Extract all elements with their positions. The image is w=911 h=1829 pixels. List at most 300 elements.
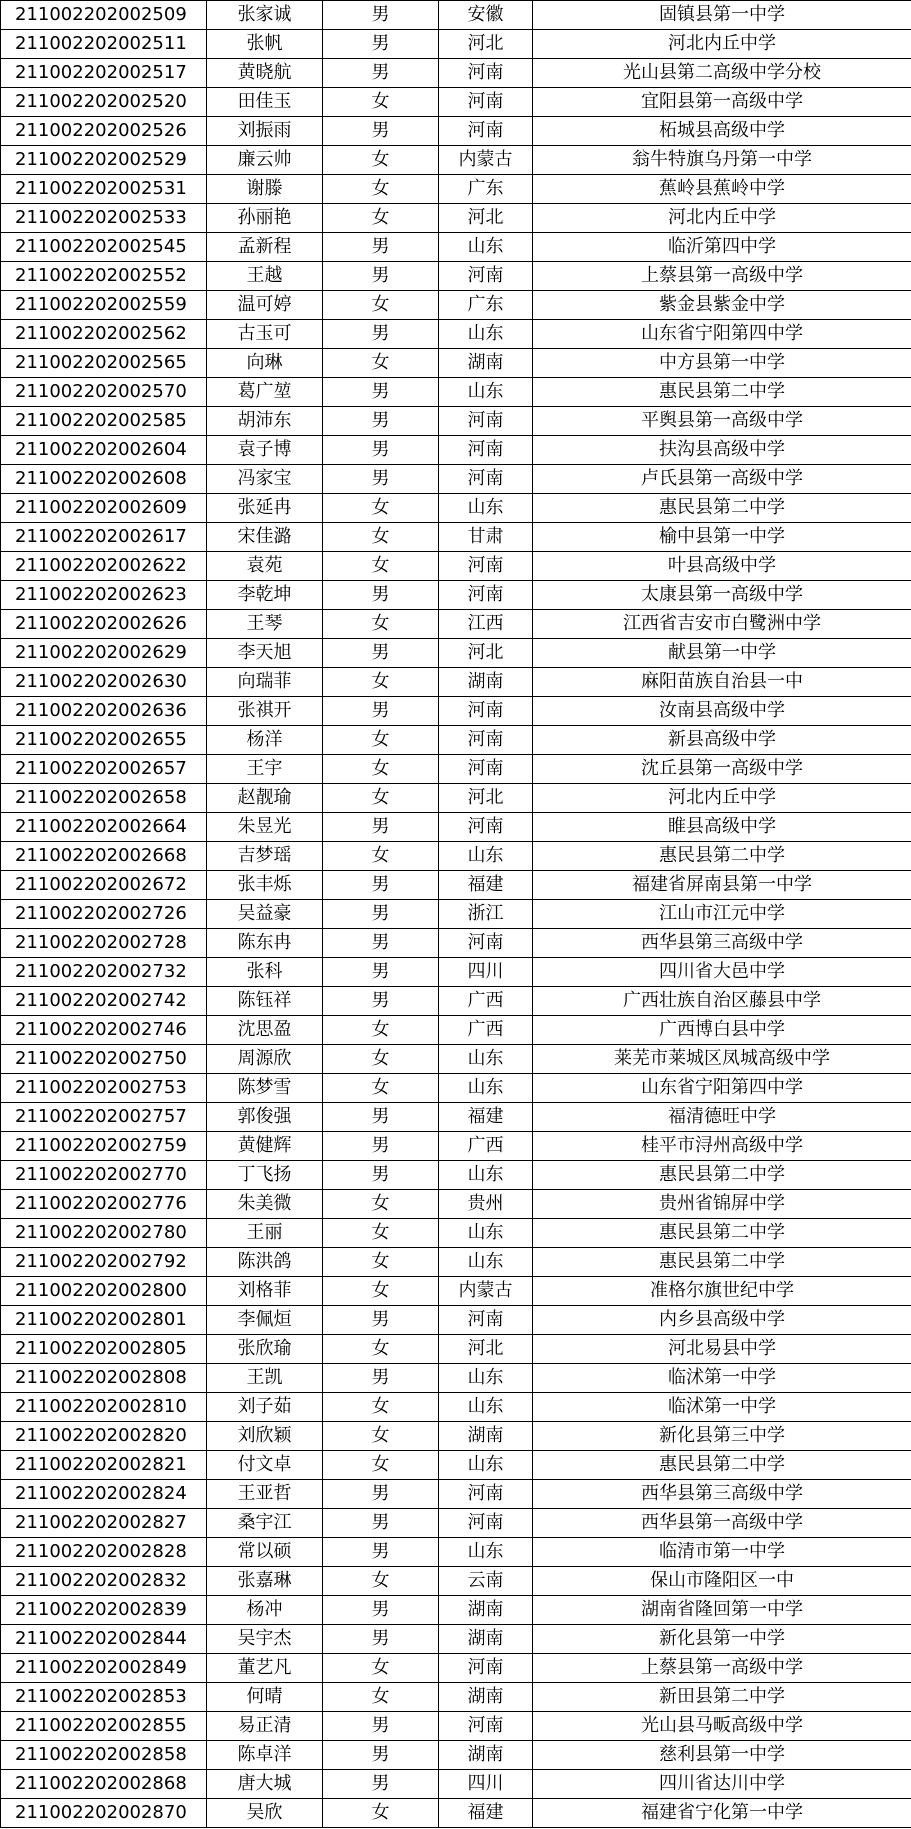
province-cell[interactable]: 湖南 xyxy=(439,349,533,378)
student-id-cell[interactable]: 211002202002726 xyxy=(1,900,207,929)
province-cell[interactable]: 湖南 xyxy=(439,668,533,697)
school-cell[interactable]: 福清德旺中学 xyxy=(533,1103,911,1132)
school-cell[interactable]: 临清市第一中学 xyxy=(533,1538,911,1567)
school-cell[interactable]: 临沭第一中学 xyxy=(533,1364,911,1393)
province-cell[interactable]: 山东 xyxy=(439,1074,533,1103)
student-name-cell[interactable]: 冯家宝 xyxy=(207,465,323,494)
student-id-cell[interactable]: 211002202002626 xyxy=(1,610,207,639)
gender-cell[interactable]: 男 xyxy=(323,929,439,958)
student-name-cell[interactable]: 田佳玉 xyxy=(207,88,323,117)
school-cell[interactable]: 蕉岭县蕉岭中学 xyxy=(533,175,911,204)
province-cell[interactable]: 山东 xyxy=(439,842,533,871)
gender-cell[interactable]: 女 xyxy=(323,175,439,204)
province-cell[interactable]: 河南 xyxy=(439,1712,533,1741)
gender-cell[interactable]: 男 xyxy=(323,1,439,30)
student-id-cell[interactable]: 211002202002770 xyxy=(1,1161,207,1190)
gender-cell[interactable]: 男 xyxy=(323,697,439,726)
student-name-cell[interactable]: 孟新程 xyxy=(207,233,323,262)
student-id-cell[interactable]: 211002202002623 xyxy=(1,581,207,610)
student-id-cell[interactable]: 211002202002672 xyxy=(1,871,207,900)
province-cell[interactable]: 河北 xyxy=(439,30,533,59)
student-id-cell[interactable]: 211002202002629 xyxy=(1,639,207,668)
school-cell[interactable]: 河北内丘中学 xyxy=(533,204,911,233)
province-cell[interactable]: 福建 xyxy=(439,1103,533,1132)
province-cell[interactable]: 河南 xyxy=(439,59,533,88)
school-cell[interactable]: 惠民县第二中学 xyxy=(533,1161,911,1190)
student-name-cell[interactable]: 周源欣 xyxy=(207,1045,323,1074)
school-cell[interactable]: 慈利县第一中学 xyxy=(533,1741,911,1770)
student-name-cell[interactable]: 刘振雨 xyxy=(207,117,323,146)
gender-cell[interactable]: 男 xyxy=(323,436,439,465)
student-name-cell[interactable]: 张嘉琳 xyxy=(207,1567,323,1596)
student-name-cell[interactable]: 杨洋 xyxy=(207,726,323,755)
student-id-cell[interactable]: 211002202002780 xyxy=(1,1219,207,1248)
student-name-cell[interactable]: 常以硕 xyxy=(207,1538,323,1567)
school-cell[interactable]: 榆中县第一中学 xyxy=(533,523,911,552)
student-name-cell[interactable]: 陈梦雪 xyxy=(207,1074,323,1103)
student-name-cell[interactable]: 付文卓 xyxy=(207,1451,323,1480)
province-cell[interactable]: 河南 xyxy=(439,407,533,436)
student-name-cell[interactable]: 刘格菲 xyxy=(207,1277,323,1306)
school-cell[interactable]: 上蔡县第一高级中学 xyxy=(533,262,911,291)
student-id-cell[interactable]: 211002202002839 xyxy=(1,1596,207,1625)
school-cell[interactable]: 山东省宁阳第四中学 xyxy=(533,320,911,349)
student-id-cell[interactable]: 211002202002828 xyxy=(1,1538,207,1567)
gender-cell[interactable]: 女 xyxy=(323,1799,439,1828)
province-cell[interactable]: 山东 xyxy=(439,1161,533,1190)
province-cell[interactable]: 湖南 xyxy=(439,1683,533,1712)
gender-cell[interactable]: 女 xyxy=(323,146,439,175)
province-cell[interactable]: 山东 xyxy=(439,1538,533,1567)
gender-cell[interactable]: 女 xyxy=(323,291,439,320)
gender-cell[interactable]: 男 xyxy=(323,987,439,1016)
gender-cell[interactable]: 男 xyxy=(323,59,439,88)
student-id-cell[interactable]: 211002202002509 xyxy=(1,1,207,30)
school-cell[interactable]: 惠民县第二中学 xyxy=(533,1248,911,1277)
student-name-cell[interactable]: 李佩烜 xyxy=(207,1306,323,1335)
school-cell[interactable]: 西华县第三高级中学 xyxy=(533,929,911,958)
school-cell[interactable]: 广西壮族自治区藤县中学 xyxy=(533,987,911,1016)
gender-cell[interactable]: 男 xyxy=(323,117,439,146)
province-cell[interactable]: 云南 xyxy=(439,1567,533,1596)
student-name-cell[interactable]: 杨冲 xyxy=(207,1596,323,1625)
gender-cell[interactable]: 女 xyxy=(323,88,439,117)
school-cell[interactable]: 光山县马畈高级中学 xyxy=(533,1712,911,1741)
student-name-cell[interactable]: 吉梦瑶 xyxy=(207,842,323,871)
gender-cell[interactable]: 女 xyxy=(323,1248,439,1277)
student-name-cell[interactable]: 张帆 xyxy=(207,30,323,59)
school-cell[interactable]: 睢县高级中学 xyxy=(533,813,911,842)
school-cell[interactable]: 江山市江元中学 xyxy=(533,900,911,929)
school-cell[interactable]: 桂平市浔州高级中学 xyxy=(533,1132,911,1161)
gender-cell[interactable]: 男 xyxy=(323,900,439,929)
province-cell[interactable]: 江西 xyxy=(439,610,533,639)
student-id-cell[interactable]: 211002202002529 xyxy=(1,146,207,175)
school-cell[interactable]: 中方县第一中学 xyxy=(533,349,911,378)
gender-cell[interactable]: 女 xyxy=(323,1422,439,1451)
gender-cell[interactable]: 女 xyxy=(323,1219,439,1248)
province-cell[interactable]: 甘肃 xyxy=(439,523,533,552)
student-name-cell[interactable]: 郭俊强 xyxy=(207,1103,323,1132)
student-id-cell[interactable]: 211002202002827 xyxy=(1,1509,207,1538)
student-id-cell[interactable]: 211002202002858 xyxy=(1,1741,207,1770)
school-cell[interactable]: 献县第一中学 xyxy=(533,639,911,668)
student-id-cell[interactable]: 211002202002552 xyxy=(1,262,207,291)
student-id-cell[interactable]: 211002202002728 xyxy=(1,929,207,958)
school-cell[interactable]: 固镇县第一中学 xyxy=(533,1,911,30)
school-cell[interactable]: 河北内丘中学 xyxy=(533,784,911,813)
gender-cell[interactable]: 女 xyxy=(323,1654,439,1683)
school-cell[interactable]: 沈丘县第一高级中学 xyxy=(533,755,911,784)
province-cell[interactable]: 山东 xyxy=(439,320,533,349)
school-cell[interactable]: 新化县第一中学 xyxy=(533,1625,911,1654)
gender-cell[interactable]: 男 xyxy=(323,1364,439,1393)
student-id-cell[interactable]: 211002202002853 xyxy=(1,1683,207,1712)
student-name-cell[interactable]: 孙丽艳 xyxy=(207,204,323,233)
student-id-cell[interactable]: 211002202002658 xyxy=(1,784,207,813)
school-cell[interactable]: 莱芜市莱城区凤城高级中学 xyxy=(533,1045,911,1074)
province-cell[interactable]: 贵州 xyxy=(439,1190,533,1219)
gender-cell[interactable]: 男 xyxy=(323,1480,439,1509)
student-id-cell[interactable]: 211002202002531 xyxy=(1,175,207,204)
school-cell[interactable]: 翁牛特旗乌丹第一中学 xyxy=(533,146,911,175)
student-name-cell[interactable]: 黄晓航 xyxy=(207,59,323,88)
school-cell[interactable]: 山东省宁阳第四中学 xyxy=(533,1074,911,1103)
student-id-cell[interactable]: 211002202002570 xyxy=(1,378,207,407)
province-cell[interactable]: 河南 xyxy=(439,262,533,291)
student-id-cell[interactable]: 211002202002559 xyxy=(1,291,207,320)
student-id-cell[interactable]: 211002202002753 xyxy=(1,1074,207,1103)
student-id-cell[interactable]: 211002202002808 xyxy=(1,1364,207,1393)
student-id-cell[interactable]: 211002202002732 xyxy=(1,958,207,987)
school-cell[interactable]: 河北内丘中学 xyxy=(533,30,911,59)
gender-cell[interactable]: 女 xyxy=(323,1451,439,1480)
gender-cell[interactable]: 女 xyxy=(323,552,439,581)
school-cell[interactable]: 麻阳苗族自治县一中 xyxy=(533,668,911,697)
gender-cell[interactable]: 女 xyxy=(323,755,439,784)
province-cell[interactable]: 广西 xyxy=(439,987,533,1016)
province-cell[interactable]: 山东 xyxy=(439,1219,533,1248)
province-cell[interactable]: 湖南 xyxy=(439,1741,533,1770)
gender-cell[interactable]: 男 xyxy=(323,262,439,291)
province-cell[interactable]: 湖南 xyxy=(439,1625,533,1654)
student-name-cell[interactable]: 陈洪鸽 xyxy=(207,1248,323,1277)
student-name-cell[interactable]: 何晴 xyxy=(207,1683,323,1712)
gender-cell[interactable]: 女 xyxy=(323,349,439,378)
province-cell[interactable]: 广西 xyxy=(439,1132,533,1161)
student-id-cell[interactable]: 211002202002776 xyxy=(1,1190,207,1219)
gender-cell[interactable]: 男 xyxy=(323,1509,439,1538)
student-id-cell[interactable]: 211002202002657 xyxy=(1,755,207,784)
gender-cell[interactable]: 女 xyxy=(323,494,439,523)
gender-cell[interactable]: 男 xyxy=(323,407,439,436)
gender-cell[interactable]: 男 xyxy=(323,1712,439,1741)
student-id-cell[interactable]: 211002202002655 xyxy=(1,726,207,755)
student-name-cell[interactable]: 宋佳潞 xyxy=(207,523,323,552)
student-id-cell[interactable]: 211002202002664 xyxy=(1,813,207,842)
school-cell[interactable]: 准格尔旗世纪中学 xyxy=(533,1277,911,1306)
student-id-cell[interactable]: 211002202002609 xyxy=(1,494,207,523)
province-cell[interactable]: 福建 xyxy=(439,1799,533,1828)
student-name-cell[interactable]: 张家诚 xyxy=(207,1,323,30)
student-id-cell[interactable]: 211002202002604 xyxy=(1,436,207,465)
school-cell[interactable]: 柘城县高级中学 xyxy=(533,117,911,146)
student-name-cell[interactable]: 张丰烁 xyxy=(207,871,323,900)
gender-cell[interactable]: 女 xyxy=(323,1074,439,1103)
gender-cell[interactable]: 男 xyxy=(323,639,439,668)
province-cell[interactable]: 湖南 xyxy=(439,1422,533,1451)
gender-cell[interactable]: 男 xyxy=(323,1161,439,1190)
province-cell[interactable]: 山东 xyxy=(439,1045,533,1074)
gender-cell[interactable]: 女 xyxy=(323,1016,439,1045)
student-id-cell[interactable]: 211002202002870 xyxy=(1,1799,207,1828)
student-name-cell[interactable]: 吴欣 xyxy=(207,1799,323,1828)
school-cell[interactable]: 叶县高级中学 xyxy=(533,552,911,581)
school-cell[interactable]: 光山县第二高级中学分校 xyxy=(533,59,911,88)
school-cell[interactable]: 保山市隆阳区一中 xyxy=(533,1567,911,1596)
student-name-cell[interactable]: 董艺凡 xyxy=(207,1654,323,1683)
province-cell[interactable]: 河南 xyxy=(439,1480,533,1509)
student-name-cell[interactable]: 朱美微 xyxy=(207,1190,323,1219)
school-cell[interactable]: 宜阳县第一高级中学 xyxy=(533,88,911,117)
student-name-cell[interactable]: 王亚哲 xyxy=(207,1480,323,1509)
student-id-cell[interactable]: 211002202002668 xyxy=(1,842,207,871)
province-cell[interactable]: 河南 xyxy=(439,117,533,146)
student-name-cell[interactable]: 廉云帅 xyxy=(207,146,323,175)
province-cell[interactable]: 河北 xyxy=(439,1335,533,1364)
gender-cell[interactable]: 男 xyxy=(323,1132,439,1161)
student-name-cell[interactable]: 王丽 xyxy=(207,1219,323,1248)
student-id-cell[interactable]: 211002202002820 xyxy=(1,1422,207,1451)
student-id-cell[interactable]: 211002202002545 xyxy=(1,233,207,262)
province-cell[interactable]: 山东 xyxy=(439,378,533,407)
student-name-cell[interactable]: 李天旭 xyxy=(207,639,323,668)
student-name-cell[interactable]: 向瑞菲 xyxy=(207,668,323,697)
gender-cell[interactable]: 男 xyxy=(323,320,439,349)
student-name-cell[interactable]: 陈东冉 xyxy=(207,929,323,958)
student-id-cell[interactable]: 211002202002533 xyxy=(1,204,207,233)
school-cell[interactable]: 四川省达川中学 xyxy=(533,1770,911,1799)
province-cell[interactable]: 河南 xyxy=(439,581,533,610)
student-name-cell[interactable]: 张延冉 xyxy=(207,494,323,523)
student-id-cell[interactable]: 211002202002855 xyxy=(1,1712,207,1741)
student-id-cell[interactable]: 211002202002622 xyxy=(1,552,207,581)
gender-cell[interactable]: 男 xyxy=(323,465,439,494)
student-id-cell[interactable]: 211002202002517 xyxy=(1,59,207,88)
province-cell[interactable]: 山东 xyxy=(439,494,533,523)
student-name-cell[interactable]: 陈钰祥 xyxy=(207,987,323,1016)
province-cell[interactable]: 广东 xyxy=(439,175,533,204)
student-name-cell[interactable]: 葛广堃 xyxy=(207,378,323,407)
student-id-cell[interactable]: 211002202002562 xyxy=(1,320,207,349)
gender-cell[interactable]: 女 xyxy=(323,1335,439,1364)
gender-cell[interactable]: 男 xyxy=(323,1538,439,1567)
student-id-cell[interactable]: 211002202002810 xyxy=(1,1393,207,1422)
student-id-cell[interactable]: 211002202002750 xyxy=(1,1045,207,1074)
gender-cell[interactable]: 女 xyxy=(323,523,439,552)
province-cell[interactable]: 山东 xyxy=(439,233,533,262)
student-name-cell[interactable]: 吴宇杰 xyxy=(207,1625,323,1654)
student-name-cell[interactable]: 易正清 xyxy=(207,1712,323,1741)
student-id-cell[interactable]: 211002202002630 xyxy=(1,668,207,697)
province-cell[interactable]: 河南 xyxy=(439,726,533,755)
school-cell[interactable]: 太康县第一高级中学 xyxy=(533,581,911,610)
student-name-cell[interactable]: 张欣瑜 xyxy=(207,1335,323,1364)
student-name-cell[interactable]: 袁子博 xyxy=(207,436,323,465)
gender-cell[interactable]: 女 xyxy=(323,204,439,233)
student-id-cell[interactable]: 211002202002585 xyxy=(1,407,207,436)
student-id-cell[interactable]: 211002202002832 xyxy=(1,1567,207,1596)
school-cell[interactable]: 西华县第一高级中学 xyxy=(533,1509,911,1538)
province-cell[interactable]: 河南 xyxy=(439,436,533,465)
school-cell[interactable]: 广西博白县中学 xyxy=(533,1016,911,1045)
gender-cell[interactable]: 男 xyxy=(323,378,439,407)
student-id-cell[interactable]: 211002202002800 xyxy=(1,1277,207,1306)
province-cell[interactable]: 山东 xyxy=(439,1393,533,1422)
student-id-cell[interactable]: 211002202002844 xyxy=(1,1625,207,1654)
province-cell[interactable]: 河南 xyxy=(439,465,533,494)
student-name-cell[interactable]: 张科 xyxy=(207,958,323,987)
student-name-cell[interactable]: 王宇 xyxy=(207,755,323,784)
student-id-cell[interactable]: 211002202002805 xyxy=(1,1335,207,1364)
student-name-cell[interactable]: 谢滕 xyxy=(207,175,323,204)
gender-cell[interactable]: 男 xyxy=(323,871,439,900)
province-cell[interactable]: 四川 xyxy=(439,1770,533,1799)
gender-cell[interactable]: 男 xyxy=(323,958,439,987)
student-name-cell[interactable]: 桑宇江 xyxy=(207,1509,323,1538)
student-name-cell[interactable]: 沈思盈 xyxy=(207,1016,323,1045)
gender-cell[interactable]: 女 xyxy=(323,1393,439,1422)
school-cell[interactable]: 西华县第三高级中学 xyxy=(533,1480,911,1509)
student-name-cell[interactable]: 赵靓瑜 xyxy=(207,784,323,813)
province-cell[interactable]: 湖南 xyxy=(439,1596,533,1625)
gender-cell[interactable]: 女 xyxy=(323,1683,439,1712)
province-cell[interactable]: 河南 xyxy=(439,813,533,842)
province-cell[interactable]: 山东 xyxy=(439,1451,533,1480)
school-cell[interactable]: 平舆县第一高级中学 xyxy=(533,407,911,436)
student-id-cell[interactable]: 211002202002792 xyxy=(1,1248,207,1277)
school-cell[interactable]: 新化县第三中学 xyxy=(533,1422,911,1451)
gender-cell[interactable]: 男 xyxy=(323,1103,439,1132)
province-cell[interactable]: 内蒙古 xyxy=(439,1277,533,1306)
student-name-cell[interactable]: 丁飞扬 xyxy=(207,1161,323,1190)
student-name-cell[interactable]: 朱昱光 xyxy=(207,813,323,842)
school-cell[interactable]: 河北易县中学 xyxy=(533,1335,911,1364)
student-name-cell[interactable]: 袁苑 xyxy=(207,552,323,581)
school-cell[interactable]: 福建省屏南县第一中学 xyxy=(533,871,911,900)
school-cell[interactable]: 新县高级中学 xyxy=(533,726,911,755)
student-id-cell[interactable]: 211002202002520 xyxy=(1,88,207,117)
gender-cell[interactable]: 女 xyxy=(323,610,439,639)
student-name-cell[interactable]: 陈卓洋 xyxy=(207,1741,323,1770)
student-id-cell[interactable]: 211002202002608 xyxy=(1,465,207,494)
student-name-cell[interactable]: 胡沛东 xyxy=(207,407,323,436)
province-cell[interactable]: 福建 xyxy=(439,871,533,900)
gender-cell[interactable]: 男 xyxy=(323,1596,439,1625)
gender-cell[interactable]: 男 xyxy=(323,1770,439,1799)
school-cell[interactable]: 惠民县第二中学 xyxy=(533,1219,911,1248)
student-name-cell[interactable]: 向琳 xyxy=(207,349,323,378)
student-id-cell[interactable]: 211002202002511 xyxy=(1,30,207,59)
province-cell[interactable]: 河北 xyxy=(439,639,533,668)
gender-cell[interactable]: 女 xyxy=(323,1277,439,1306)
province-cell[interactable]: 河北 xyxy=(439,204,533,233)
student-id-cell[interactable]: 211002202002617 xyxy=(1,523,207,552)
school-cell[interactable]: 四川省大邑中学 xyxy=(533,958,911,987)
student-id-cell[interactable]: 211002202002849 xyxy=(1,1654,207,1683)
gender-cell[interactable]: 男 xyxy=(323,1625,439,1654)
student-id-cell[interactable]: 211002202002759 xyxy=(1,1132,207,1161)
student-name-cell[interactable]: 王越 xyxy=(207,262,323,291)
gender-cell[interactable]: 男 xyxy=(323,813,439,842)
gender-cell[interactable]: 女 xyxy=(323,726,439,755)
gender-cell[interactable]: 女 xyxy=(323,1567,439,1596)
student-id-cell[interactable]: 211002202002757 xyxy=(1,1103,207,1132)
school-cell[interactable]: 江西省吉安市白鹭洲中学 xyxy=(533,610,911,639)
student-id-cell[interactable]: 211002202002824 xyxy=(1,1480,207,1509)
province-cell[interactable]: 河南 xyxy=(439,1509,533,1538)
school-cell[interactable]: 扶沟县高级中学 xyxy=(533,436,911,465)
province-cell[interactable]: 浙江 xyxy=(439,900,533,929)
province-cell[interactable]: 安徽 xyxy=(439,1,533,30)
school-cell[interactable]: 临沂第四中学 xyxy=(533,233,911,262)
student-name-cell[interactable]: 古玉可 xyxy=(207,320,323,349)
student-id-cell[interactable]: 211002202002526 xyxy=(1,117,207,146)
school-cell[interactable]: 惠民县第二中学 xyxy=(533,378,911,407)
school-cell[interactable]: 上蔡县第一高级中学 xyxy=(533,1654,911,1683)
province-cell[interactable]: 内蒙古 xyxy=(439,146,533,175)
school-cell[interactable]: 惠民县第二中学 xyxy=(533,842,911,871)
school-cell[interactable]: 贵州省锦屏中学 xyxy=(533,1190,911,1219)
student-id-cell[interactable]: 211002202002821 xyxy=(1,1451,207,1480)
province-cell[interactable]: 广东 xyxy=(439,291,533,320)
province-cell[interactable]: 河南 xyxy=(439,1654,533,1683)
gender-cell[interactable]: 男 xyxy=(323,233,439,262)
gender-cell[interactable]: 男 xyxy=(323,1306,439,1335)
school-cell[interactable]: 福建省宁化第一中学 xyxy=(533,1799,911,1828)
school-cell[interactable]: 惠民县第二中学 xyxy=(533,1451,911,1480)
student-id-cell[interactable]: 211002202002742 xyxy=(1,987,207,1016)
gender-cell[interactable]: 男 xyxy=(323,581,439,610)
school-cell[interactable]: 临沭第一中学 xyxy=(533,1393,911,1422)
gender-cell[interactable]: 女 xyxy=(323,1190,439,1219)
gender-cell[interactable]: 女 xyxy=(323,1045,439,1074)
school-cell[interactable]: 惠民县第二中学 xyxy=(533,494,911,523)
student-name-cell[interactable]: 黄健辉 xyxy=(207,1132,323,1161)
gender-cell[interactable]: 女 xyxy=(323,668,439,697)
province-cell[interactable]: 河南 xyxy=(439,755,533,784)
student-name-cell[interactable]: 王琴 xyxy=(207,610,323,639)
student-id-cell[interactable]: 211002202002565 xyxy=(1,349,207,378)
student-name-cell[interactable]: 刘子茹 xyxy=(207,1393,323,1422)
school-cell[interactable]: 新田县第二中学 xyxy=(533,1683,911,1712)
province-cell[interactable]: 河南 xyxy=(439,88,533,117)
school-cell[interactable]: 汝南县高级中学 xyxy=(533,697,911,726)
student-name-cell[interactable]: 吴益豪 xyxy=(207,900,323,929)
school-cell[interactable]: 紫金县紫金中学 xyxy=(533,291,911,320)
gender-cell[interactable]: 男 xyxy=(323,1741,439,1770)
school-cell[interactable]: 卢氏县第一高级中学 xyxy=(533,465,911,494)
gender-cell[interactable]: 女 xyxy=(323,842,439,871)
school-cell[interactable]: 内乡县高级中学 xyxy=(533,1306,911,1335)
province-cell[interactable]: 四川 xyxy=(439,958,533,987)
student-name-cell[interactable]: 王凯 xyxy=(207,1364,323,1393)
student-id-cell[interactable]: 211002202002636 xyxy=(1,697,207,726)
student-name-cell[interactable]: 刘欣颖 xyxy=(207,1422,323,1451)
student-name-cell[interactable]: 张祺开 xyxy=(207,697,323,726)
province-cell[interactable]: 河南 xyxy=(439,929,533,958)
province-cell[interactable]: 河北 xyxy=(439,784,533,813)
